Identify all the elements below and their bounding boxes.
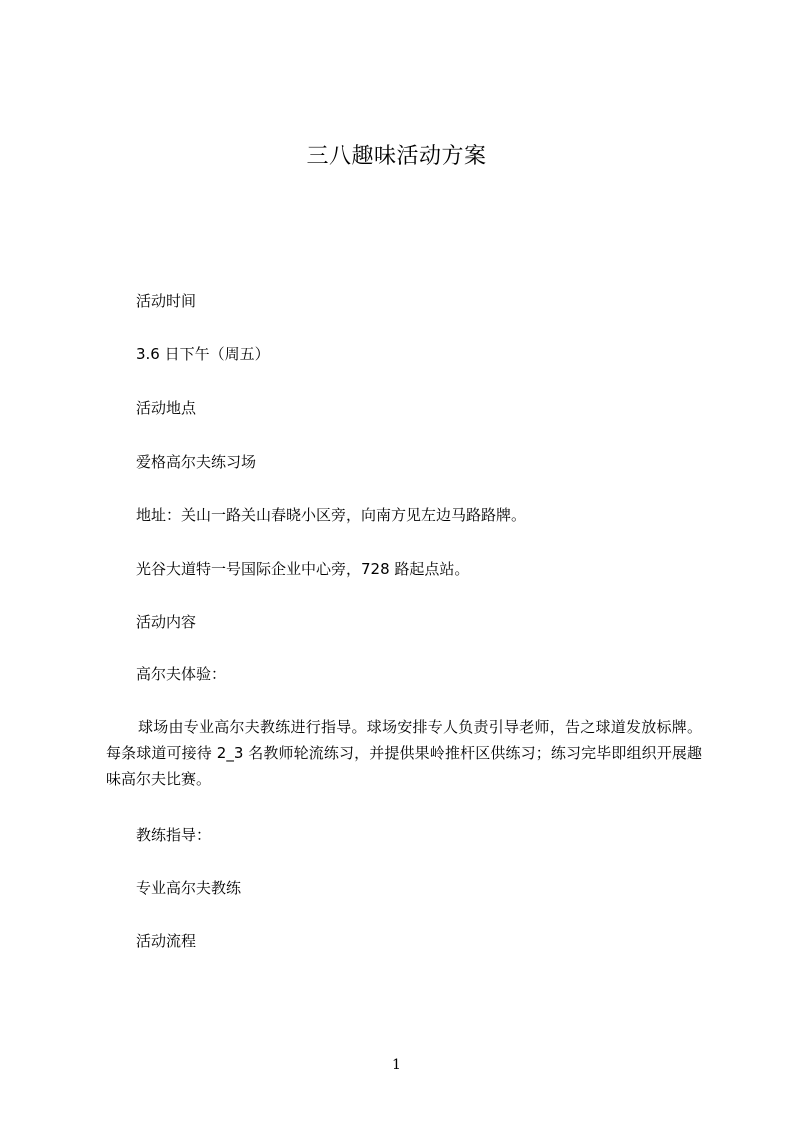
paragraph-time: 3.6 日下午（周五） [136,345,270,363]
paragraph-venue: 爱格高尔夫练习场 [136,453,257,471]
paragraph-coach: 专业高尔夫教练 [136,879,242,897]
paragraph-golf-experience: 高尔夫体验： [136,665,227,683]
section-heading-process: 活动流程 [136,932,197,950]
paragraph-address-2: 光谷大道特一号国际企业中心旁，728 路起点站。 [136,560,470,578]
paragraph-coach-guidance: 教练指导： [136,826,212,844]
section-heading-location: 活动地点 [136,399,197,417]
section-heading-time: 活动时间 [136,292,197,310]
document-title: 三八趣味活动方案 [306,144,487,169]
paragraph-address: 地址：关山一路关山春晓小区旁，向南方见左边马路路牌。 [136,506,527,524]
section-heading-content: 活动内容 [136,613,197,631]
paragraph-golf-description: 球场由专业高尔夫教练进行指导。球场安排专人负责引导老师，告之球道发放标牌。每条球道可接待 2_3 名教师轮流练习，并提供果岭推杆区供练习；练习完毕即组织开展趣味高尔夫比赛。 [106,718,702,788]
page-number: 1 [392,1057,401,1073]
